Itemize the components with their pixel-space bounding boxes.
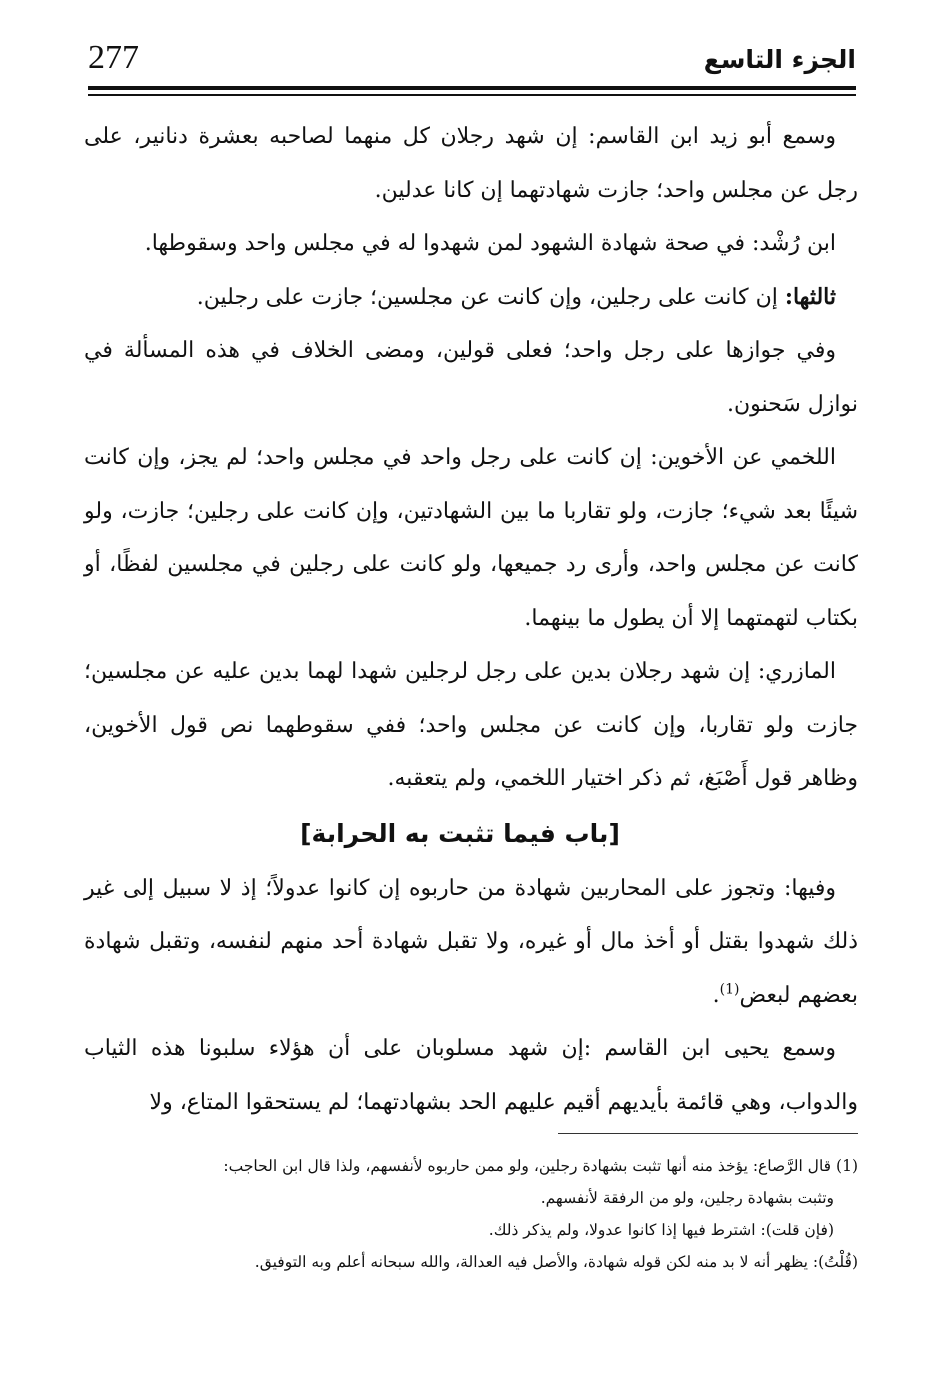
paragraph-7-text: وفيها: وتجوز على المحاربين شهادة من حاربوه إن كانوا عدولاً؛ إذ لا سبيل إلى غير ذلك شهدوا بقتل أو أخذ مال أو غيره، ولا تقبل شهادة أحد منهم لنفسه، وتقبل شهادة بعضهم لبعض [84,875,858,1008]
footnote-1-line-1: (1) قال الرَّصاع: يؤخذ منه أنها تثبت بشهادة رجلين، ولو ممن حاربوه لأنفسهم، ولذا قال ابن الحاجب: [223,1157,858,1175]
paragraph-4: وفي جوازها على رجل واحد؛ فعلى قولين، ومضى الخلاف في هذه المسألة في نوازل سَحنون. [84,338,858,417]
paragraph-2: ابن رُشْد: في صحة شهادة الشهود لمن شهدوا له في مجلس واحد وسقوطها. [144,231,836,256]
paragraph-1: وسمع أبو زيد ابن القاسم: إن شهد رجلان كل منهما لصاحبه بعشرة دنانير، على رجل عن مجلس واحد؛ جازت شهادتهما إن كانا عدلين. [84,124,858,203]
paragraph-7 [84,862,858,1023]
footnote-1-line-2: وتثبت بشهادة رجلين، ولو من الرفقة لأنفسهم. [540,1189,834,1207]
paragraph-8: وسمع يحيى ابن القاسم :إن شهد مسلوبان على أن هؤلاء سلبونا هذه الثياب والدواب، وهي قائمة بأيديهم أقيم عليهم الحد بشهادتهما؛ لم يستحقوا المتاع، ولا [84,1036,858,1115]
paragraph-5: اللخمي عن الأخوين: إن كانت على رجل واحد في مجلس واحد؛ لم يجز، وإن كانت شيئًا بعد شيء؛ جازت، ولو تقاربا ما بين الشهادتين، وإن كانت على رجلين؛ جازت، ولو كانت عن مجلس واحد، وأرى رد جميعها، ولو كانت على رجلين في مجلسين لفظًا، أو بكتاب لتهمتهما إلا أن يطول ما بينهما. [84,445,858,631]
paragraph-6: المازري: إن شهد رجلان بدين على رجل لرجلين شهدا لهما بدين عليه عن مجلسين؛ جازت ولو تقاربا، وإن كانت عن مجلس واحد؛ ففي سقوطهما نص قول الأخوين، وظاهر قول أَصْبَغ، ثم ذكر اختيار اللخمي، ولم يتعقبه. [84,659,858,791]
main-text [84,110,858,1129]
footnote-1-line-3: (فإن قلت): اشترط فيها إذا كانوا عدولا، ولم يذكر ذلك. [488,1221,834,1239]
header-rule-thick [88,86,856,90]
footnote-reference-1[interactable]: (1) [719,981,740,998]
paragraph-3 [84,271,858,325]
paragraph-7-end: . [712,982,720,1008]
footnote-1-line-4: (قُلْتُ): يظهر أنه لا بد منه لكن قوله شهادة، والأصل فيه العدالة، والله سبحانه أعلم وبه التوفيق. [254,1253,858,1271]
section-title: [باب فيما تثبت به الحرابة] [300,818,620,848]
footnotes [84,1150,858,1278]
paragraph-3-lead: ثالثها: [784,283,836,310]
header-rule-thin [88,94,856,96]
page-header [88,38,856,88]
page-number: 277 [88,39,139,76]
footnote-separator [558,1133,858,1134]
running-head: الجزء التاسع [703,45,856,74]
paragraph-3-rest: إن كانت على رجلين، وإن كانت عن مجلسين؛ جازت على رجلين. [196,284,785,310]
